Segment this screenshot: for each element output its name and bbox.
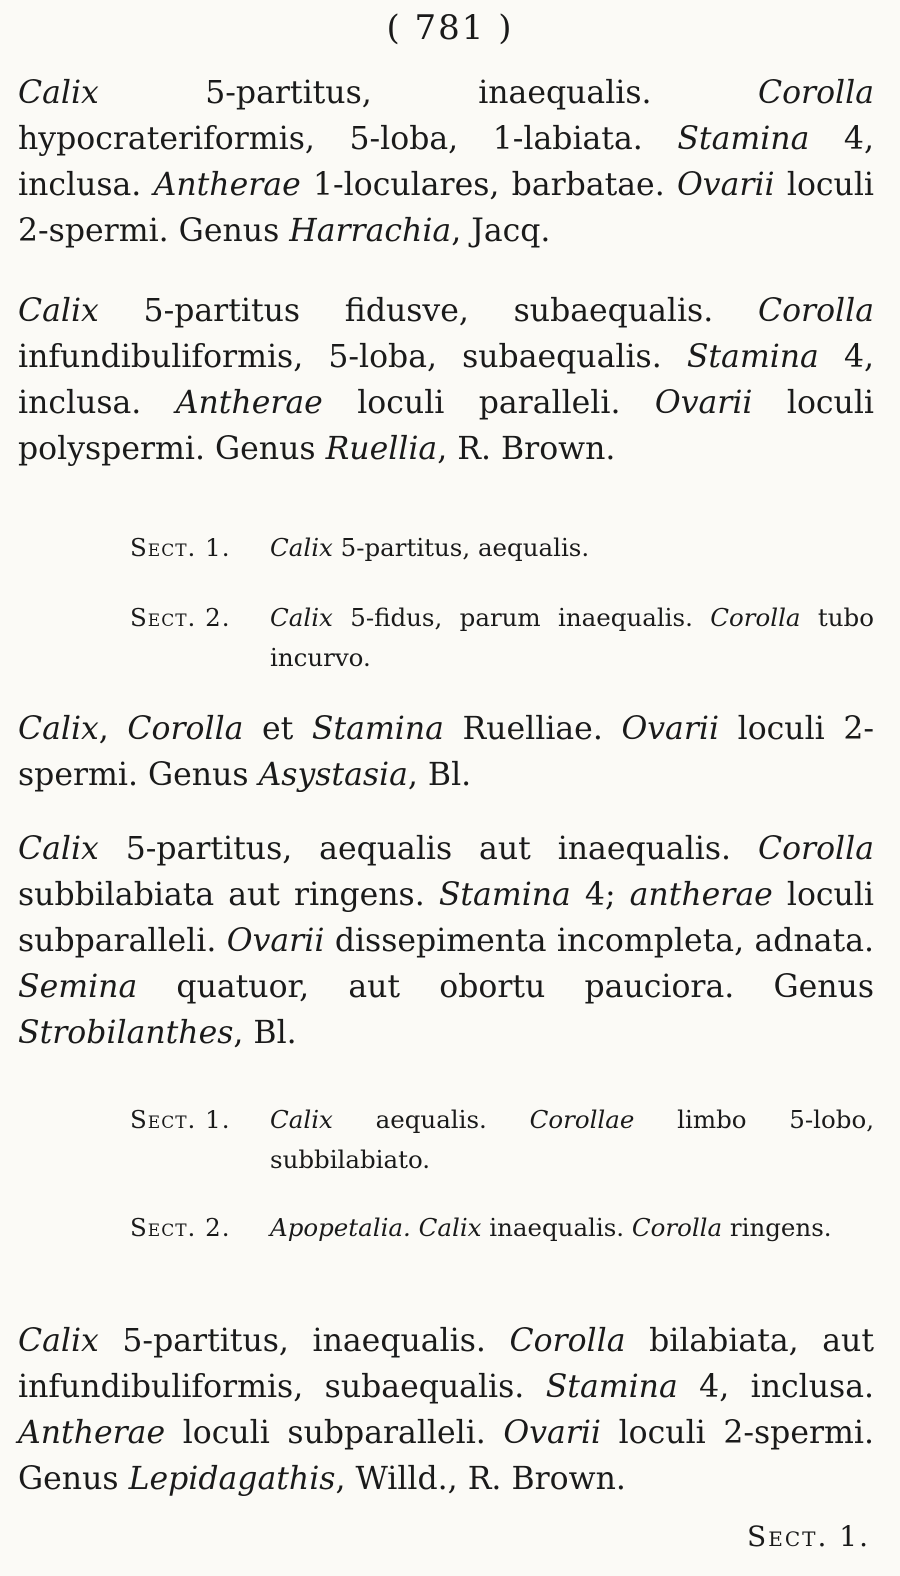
section-text: Calix 5-partitus, aequalis. (270, 533, 590, 562)
catchword: Sect. 1. (747, 1520, 870, 1553)
paragraph-asystasia: Calix, Corolla et Stamina Ruelliae. Ovarii loculi 2-spermi. Genus Asystasia, Bl. (18, 711, 875, 793)
paragraph-ruellia: Calix 5-partitus fidusve, subaequalis. Corolla infundibuliformis, 5-loba, subaequalis. Stamina 4, inclusa. Antherae loculi paralleli. Ovarii loculi polyspermi. Genus Ruellia, R. Brown. (18, 293, 874, 467)
ruellia-section-2 (130, 598, 874, 678)
paragraph-lepidagathis: Calix 5-partitus, inaequalis. Corolla bilabiata, aut infundibuliformis, subaequalis. Stamina 4, inclusa. Antherae loculi subparalleli. Ovarii loculi 2-spermi. Genus Lepidagathis, Willd., R. Brown. (18, 1323, 874, 1497)
section-label: Sect. 2. (130, 1213, 231, 1242)
strobilanthes-section-2 (130, 1208, 874, 1248)
section-label: Sect. 2. (130, 603, 231, 632)
section-text: Apopetalia. Calix inaequalis. Corolla ringens. (270, 1213, 832, 1242)
section-label: Sect. 1. (130, 1105, 231, 1134)
strobilanthes-section-1 (130, 1100, 874, 1180)
section-label: Sect. 1. (130, 533, 231, 562)
paragraph-harrachia: Calix 5-partitus, inaequalis. Corolla hypocrateriformis, 5-loba, 1-labiata. Stamina 4, inclusa. Antherae 1-loculares, barbatae. Ovarii loculi 2-spermi. Genus Harrachia, Jacq. (18, 75, 874, 249)
section-text: Calix 5-fidus, parum inaequalis. Corolla tubo incurvo. (270, 603, 874, 672)
page-number: ( 781 ) (386, 8, 514, 48)
ruellia-section-1 (130, 528, 874, 568)
section-text: Calix aequalis. Corollae limbo 5-lobo, subbilabiato. (270, 1105, 874, 1174)
paragraph-strobilanthes: Calix 5-partitus, aequalis aut inaequalis. Corolla subbilabiata aut ringens. Stamina 4; antherae loculi subparalleli. Ovarii dissepimenta incompleta, adnata. Semina quatuor, aut obortu pauciora. Genus Strobilanthes, Bl. (18, 831, 874, 1051)
